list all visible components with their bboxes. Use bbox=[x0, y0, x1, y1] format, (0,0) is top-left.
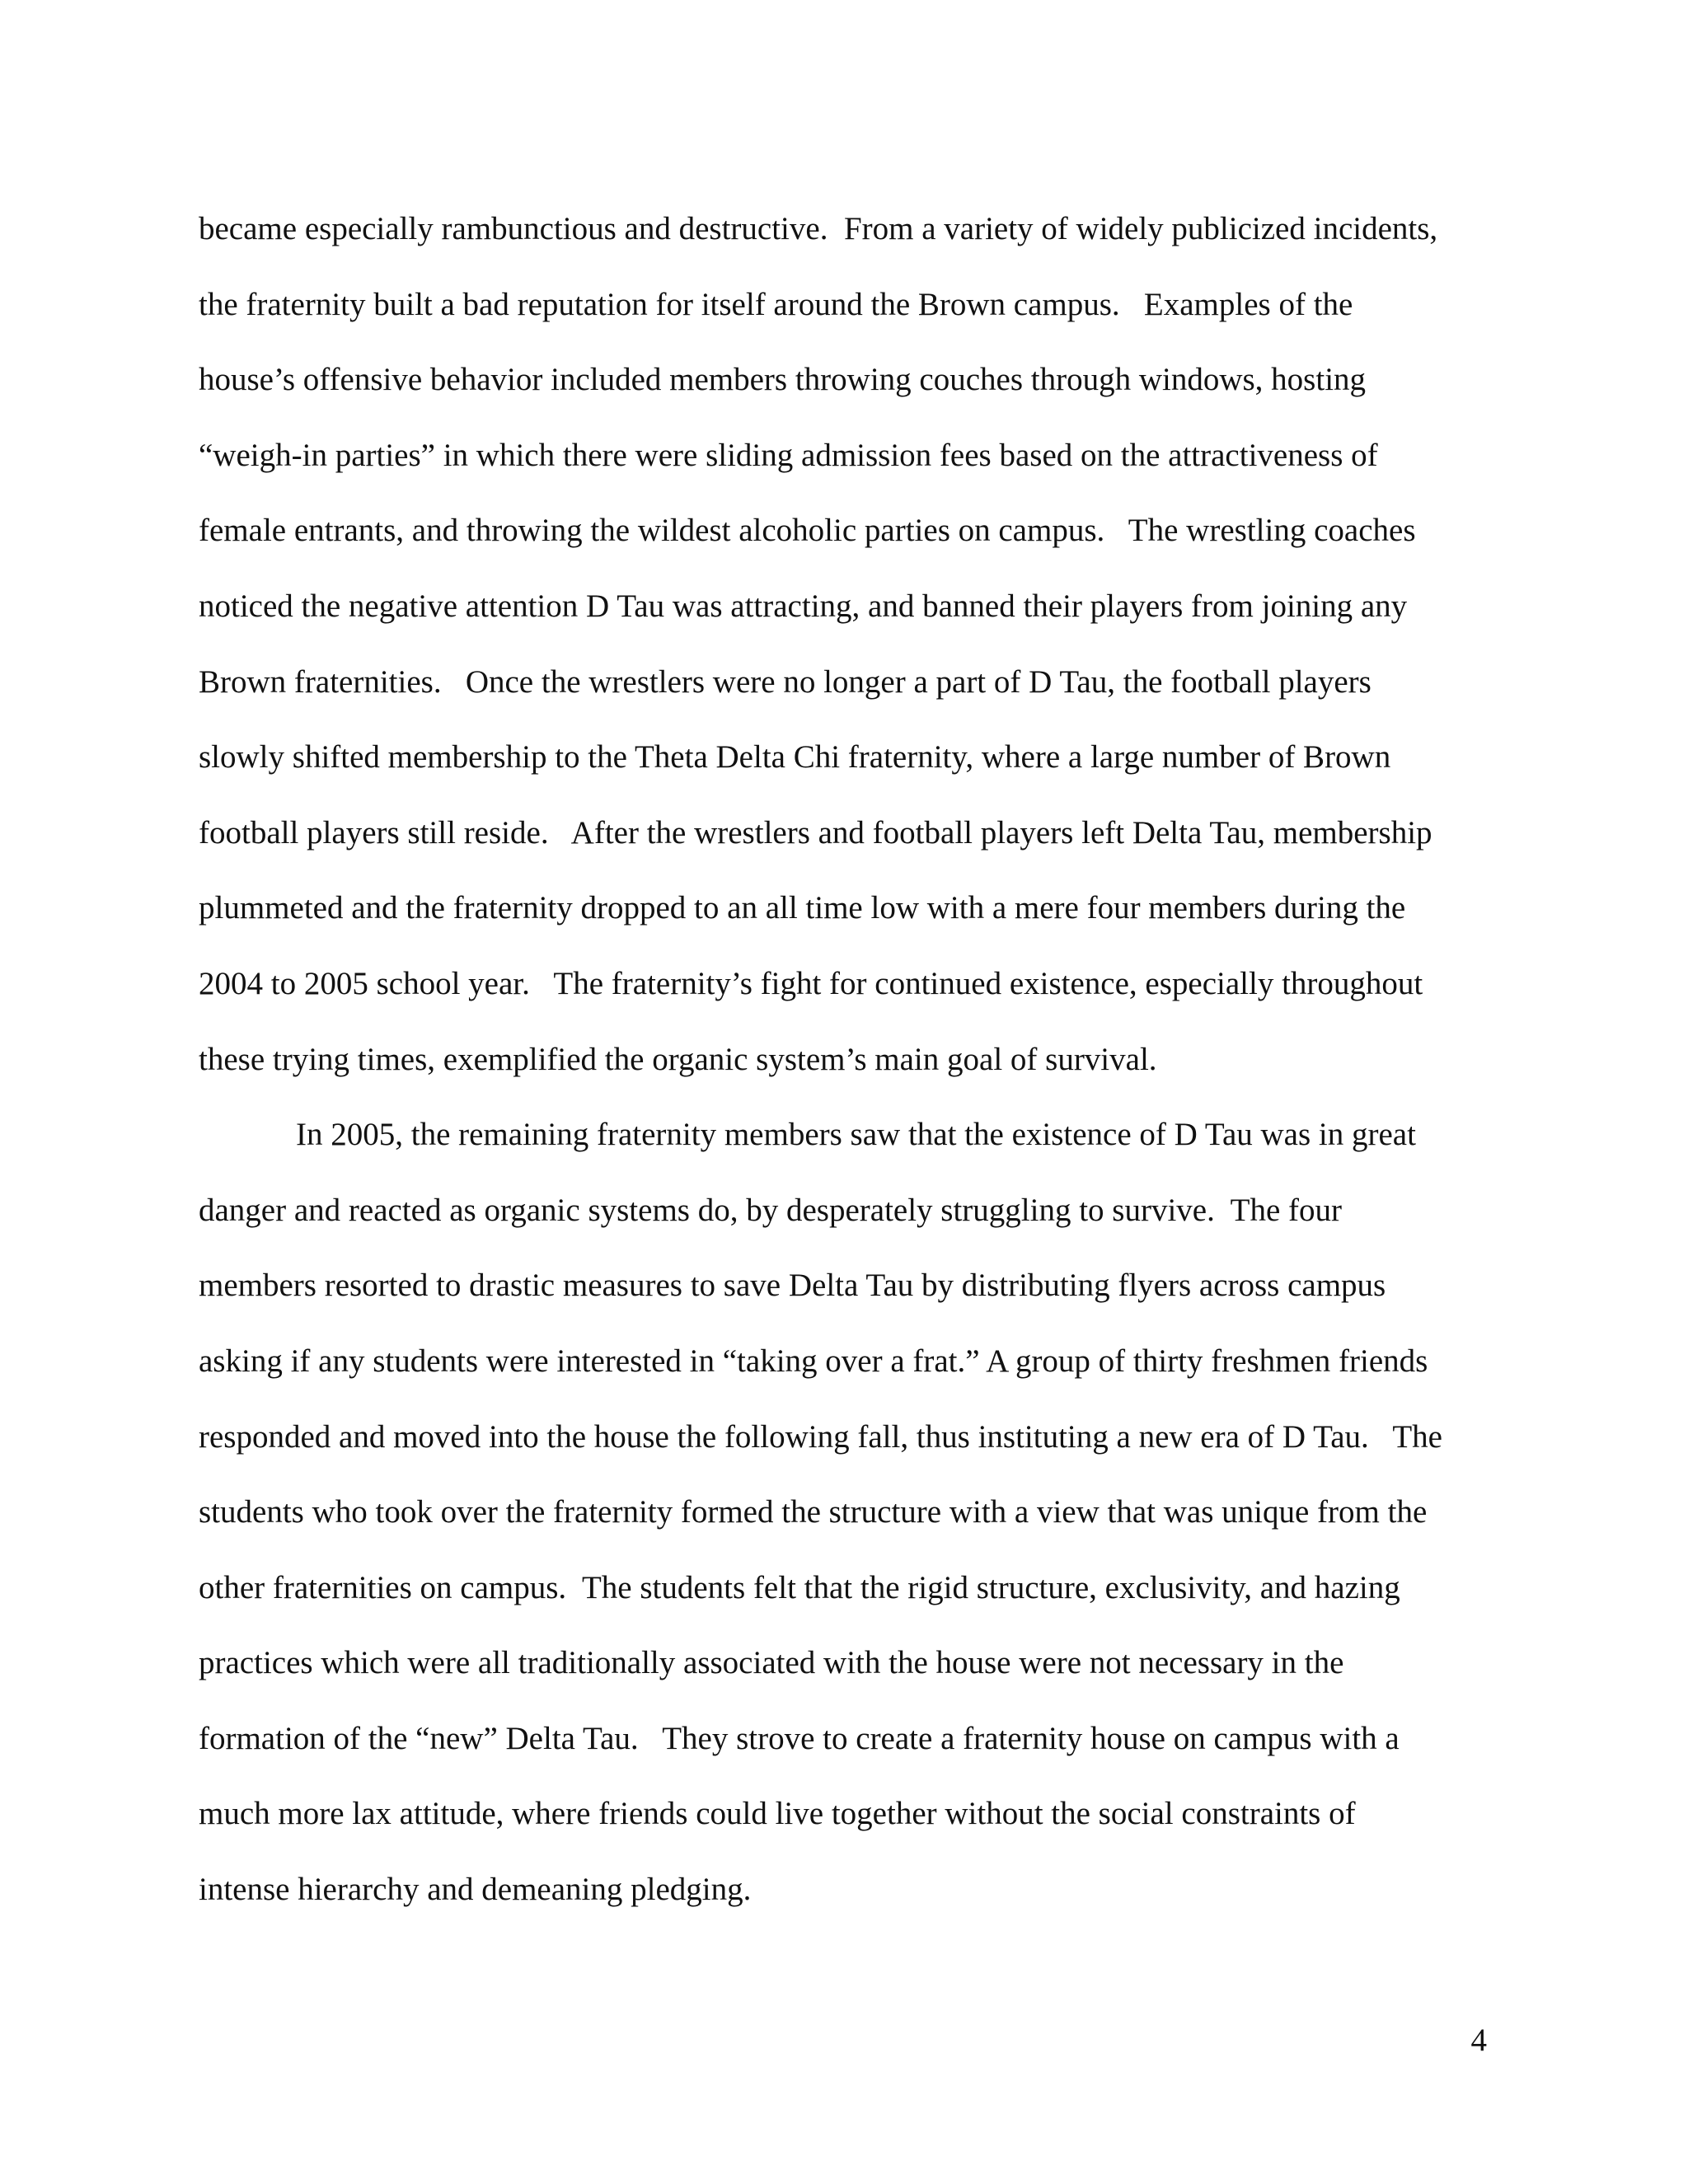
text-line: students who took over the fraternity formed the structure with a view that was unique from the bbox=[199, 1494, 1428, 1530]
text-line: intense hierarchy and demeaning pledging. bbox=[199, 1872, 752, 1908]
text-line-indented: In 2005, the remaining fraternity members saw that the existence of D Tau was in great bbox=[296, 1117, 1416, 1153]
paragraph-1 bbox=[199, 191, 1484, 1097]
text-line: “weigh-in parties” in which there were sliding admission fees based on the attractiveness of bbox=[199, 437, 1378, 473]
text-line: Brown fraternities. Once the wrestlers were no longer a part of D Tau, the football players bbox=[199, 663, 1372, 700]
text-line: 2004 to 2005 school year. The fraternity’s fight for continued existence, especially throughout bbox=[199, 965, 1423, 1001]
text-line: house’s offensive behavior included members throwing couches through windows, hosting bbox=[199, 362, 1367, 398]
text-line: football players still reside. After the wrestlers and football players left Delta Tau, membership bbox=[199, 814, 1432, 851]
text-line: slowly shifted membership to the Theta Delta Chi fraternity, where a large number of Brown bbox=[199, 739, 1391, 776]
text-line: became especially rambunctious and destructive. From a variety of widely publicized incidents, bbox=[199, 211, 1438, 246]
body-text bbox=[199, 191, 1484, 1928]
text-line: practices which were all traditionally associated with the house were not necessary in the bbox=[199, 1645, 1344, 1681]
text-line: female entrants, and throwing the wildest alcoholic parties on campus. The wrestling coaches bbox=[199, 513, 1416, 549]
text-line: much more lax attitude, where friends could live together without the social constraints of bbox=[199, 1796, 1356, 1832]
text-line: formation of the “new” Delta Tau. They strove to create a fraternity house on campus with a bbox=[199, 1720, 1400, 1756]
paragraph-2 bbox=[199, 1097, 1484, 1928]
text-line: these trying times, exemplified the organic system’s main goal of survival. bbox=[199, 1041, 1157, 1077]
text-line: responded and moved into the house the following fall, thus instituting a new era of D Tau. The bbox=[199, 1418, 1442, 1455]
text-line: asking if any students were interested in “taking over a frat.” A group of thirty freshmen friends bbox=[199, 1343, 1428, 1379]
text-line: plummeted and the fraternity dropped to an all time low with a mere four members during the bbox=[199, 890, 1406, 926]
text-line: danger and reacted as organic systems do, by desperately struggling to survive. The four bbox=[199, 1192, 1343, 1228]
text-line: members resorted to drastic measures to save Delta Tau by distributing flyers across campus bbox=[199, 1268, 1386, 1304]
page-number: 4 bbox=[1470, 2022, 1487, 2058]
text-line: other fraternities on campus. The students felt that the rigid structure, exclusivity, and hazing bbox=[199, 1569, 1400, 1605]
text-line: noticed the negative attention D Tau was attracting, and banned their players from joining any bbox=[199, 588, 1408, 624]
text-line: the fraternity built a bad reputation for itself around the Brown campus. Examples of the bbox=[199, 286, 1353, 322]
